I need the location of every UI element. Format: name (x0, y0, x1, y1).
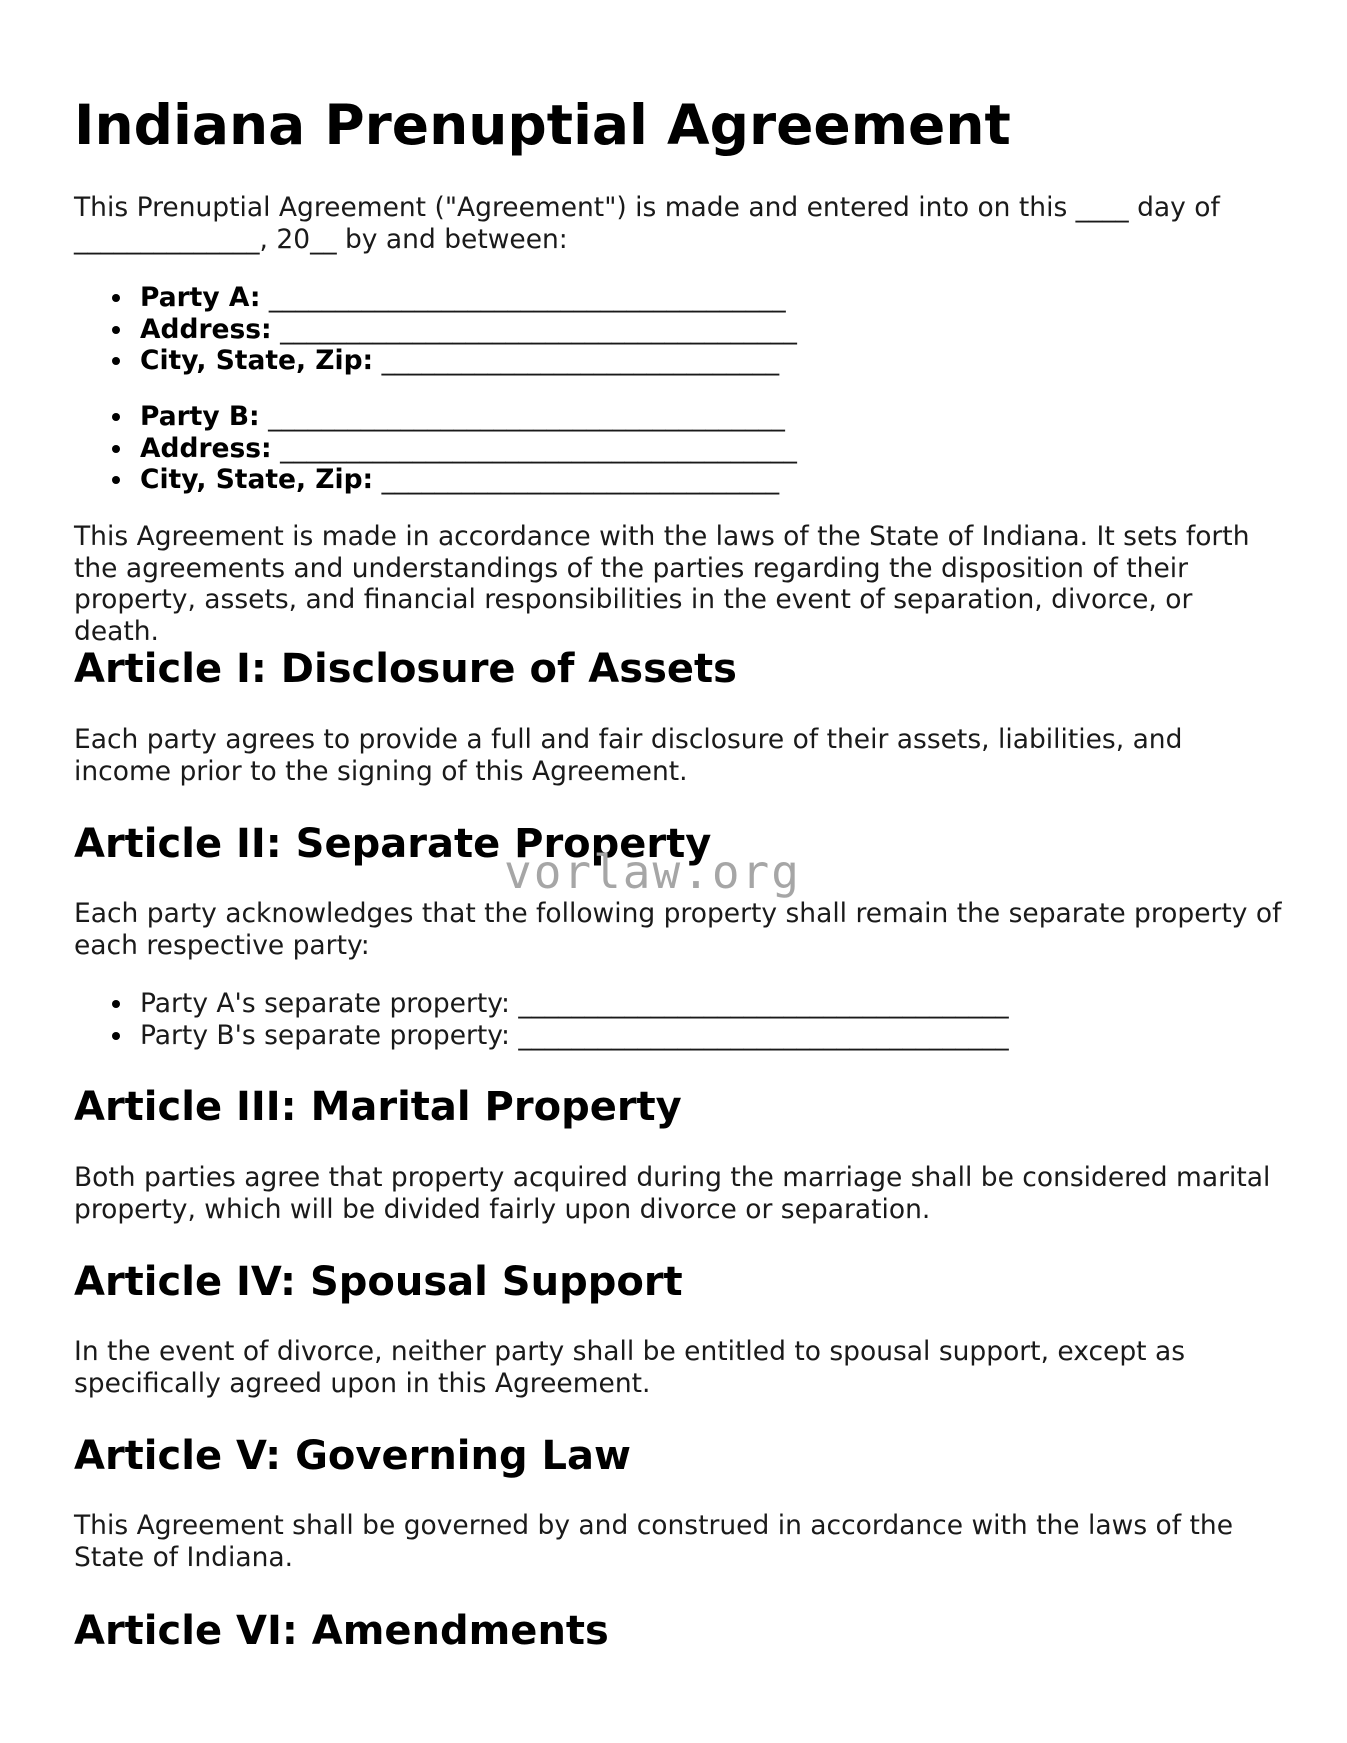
article-2-body: Each party acknowledges that the following property shall remain the separate property of each respective party: (74, 898, 1282, 961)
article-1-heading: Article I: Disclosure of Assets (74, 646, 737, 692)
party-b-name-field: Party B: _______________________________________ (74, 401, 1284, 433)
purpose-paragraph: This Agreement is made in accordance with the laws of the State of Indiana. It sets forth the agreements and understandings of the parties regarding the disposition of their property, assets, and financial responsibilities in the event of separation, divorce, or death. (74, 521, 1250, 647)
party-a-separate-property: Party A's separate property: _____________________________________ (74, 988, 1284, 1020)
party-a-name-field: Party A: _______________________________________ (74, 282, 1284, 314)
party-b-separate-property: Party B's separate property: _____________________________________ (74, 1020, 1284, 1052)
separate-property-list (74, 988, 1284, 1051)
party-b-list (74, 401, 1284, 496)
article-6-heading: Article VI: Amendments (74, 1608, 609, 1654)
party-a-address-field: Address: _______________________________________ (74, 314, 1284, 346)
document-title: Indiana Prenuptial Agreement (74, 93, 1011, 157)
article-4-heading: Article IV: Spousal Support (74, 1259, 683, 1305)
article-3-heading: Article III: Marital Property (74, 1084, 682, 1130)
watermark: vorlaw.org (504, 845, 801, 899)
article-3-body: Both parties agree that property acquired during the marriage shall be considered marital property, which will be divided fairly upon divorce or separation. (74, 1162, 1271, 1225)
party-a-city-field: City, State, Zip: ______________________________ (74, 345, 1284, 377)
article-4-body: In the event of divorce, neither party shall be entitled to spousal support, except as specifically agreed upon in this Agreement. (74, 1336, 1186, 1399)
party-b-address-field: Address: _______________________________________ (74, 433, 1284, 465)
party-b-city-field: City, State, Zip: ______________________________ (74, 464, 1284, 496)
article-2-heading: Article II: Separate Property (74, 821, 712, 867)
article-5-heading: Article V: Governing Law (74, 1433, 631, 1479)
party-a-list (74, 282, 1284, 377)
article-5-body: This Agreement shall be governed by and construed in accordance with the laws of the State of Indiana. (74, 1510, 1233, 1573)
article-1-body: Each party agrees to provide a full and fair disclosure of their assets, liabilities, and income prior to the signing of this Agreement. (74, 724, 1183, 787)
intro-paragraph: This Prenuptial Agreement ("Agreement") is made and entered into on this ____ day of ______________, 20__ by and between: (74, 192, 1220, 255)
